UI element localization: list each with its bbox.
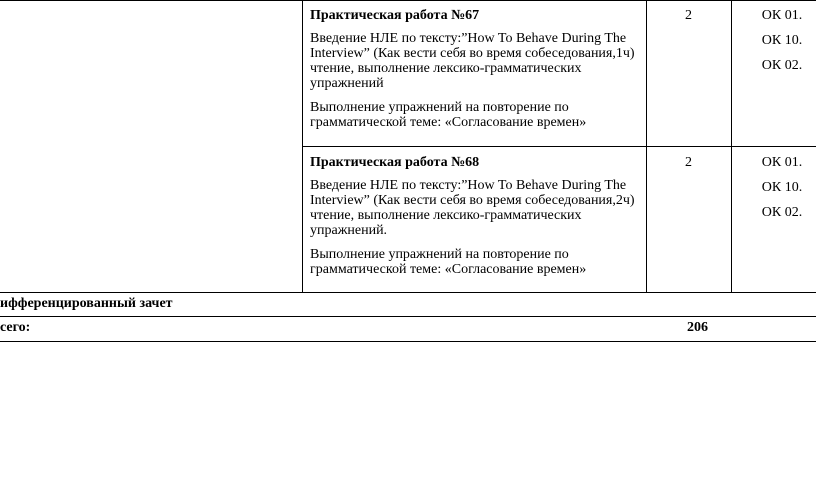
col-border-hours	[646, 0, 647, 292]
total-label: сего:	[0, 320, 31, 335]
col-border-topic	[302, 0, 303, 292]
content-cell-row-1	[310, 8, 640, 139]
col-border-codes	[731, 0, 732, 292]
row-border-mid	[302, 146, 816, 147]
competency-code: ОК 10.	[761, 33, 803, 48]
hours-value: 2	[685, 155, 692, 170]
codes-cell-row-2	[748, 155, 816, 230]
hours-value: 2	[685, 8, 692, 23]
competency-code: ОК 10.	[761, 180, 803, 195]
row-border-top	[0, 0, 816, 1]
work-title: Практическая работа №68	[310, 155, 480, 170]
competency-code: ОК 01.	[761, 155, 803, 170]
hours-cell-row-1	[646, 8, 731, 23]
competency-code: ОК 01.	[761, 8, 803, 23]
competency-code: ОК 02.	[761, 58, 803, 73]
total-value: 206	[687, 320, 708, 335]
content-cell-row-2	[310, 155, 640, 286]
row-border-total	[0, 316, 816, 317]
work-exercise: Выполнение упражнений на повторение по грамматической теме: «Согласование времен»	[310, 247, 587, 277]
codes-cell-row-1	[748, 8, 816, 83]
work-description: Введение НЛЕ по тексту:”How To Behave During The Interview” (Как вести себя во время собеседования,2ч) чтение, выполнение лексико-грамматических упражнений.	[310, 178, 635, 238]
work-title: Практическая работа №67	[310, 8, 480, 23]
hours-cell-row-2	[646, 155, 731, 170]
row-border-footer	[0, 292, 816, 293]
work-exercise: Выполнение упражнений на повторение по грамматической теме: «Согласование времен»	[310, 100, 587, 130]
credit-label: ифференцированный зачет	[0, 296, 173, 311]
row-border-bottom	[0, 341, 816, 342]
competency-code: ОК 02.	[761, 205, 803, 220]
work-description: Введение НЛЕ по тексту:”How To Behave During The Interview” (Как вести себя во время собеседования,1ч) чтение, выполнение лексико-грамматических упражнений	[310, 31, 635, 91]
